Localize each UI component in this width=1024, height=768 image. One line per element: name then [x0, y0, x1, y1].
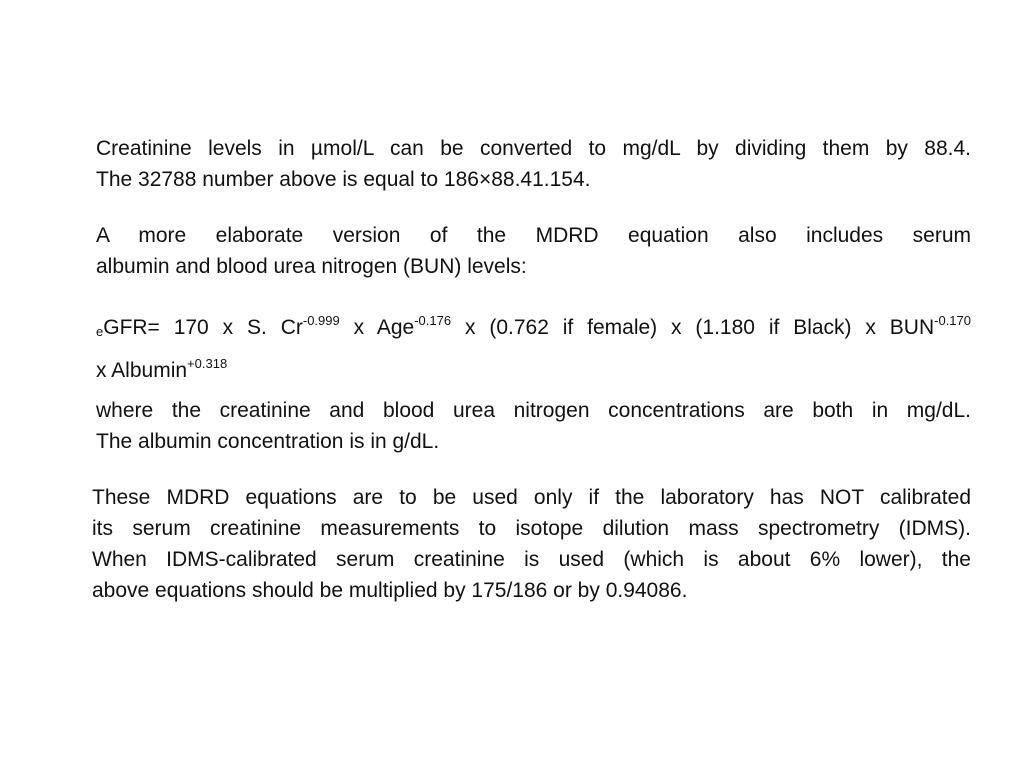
equation-subscript: e: [96, 324, 104, 339]
text-line: The 32788 number above is equal to 186×88.41.154.: [96, 168, 591, 191]
paragraph-creatinine-conversion: [96, 133, 971, 195]
paragraph-mdrd-intro: [96, 220, 971, 282]
equation-exponent: +0.318: [187, 356, 228, 371]
paragraph-units: [96, 395, 971, 457]
text-line: These MDRD equations are to be used only if the laboratory has NOT calibrated: [92, 486, 971, 509]
equation-exponent: -0.170: [934, 313, 972, 328]
text-line: Creatinine levels in µmol/L can be converted to mg/dL by dividing them by 88.4.: [96, 137, 971, 160]
text-line: albumin and blood urea nitrogen (BUN) levels:: [96, 255, 527, 278]
equation-text: x Age: [339, 316, 415, 339]
equation-exponent: -0.999: [302, 313, 340, 328]
text-line: its serum creatinine measurements to isotope dilution mass spectrometry (IDMS).: [92, 517, 971, 540]
text-line: When IDMS-calibrated serum creatinine is used (which is about 6% lower), the: [92, 548, 971, 571]
equation-text: GFR= 170 x S. Cr: [103, 316, 303, 339]
equation-egfr: [96, 305, 971, 387]
text-line: above equations should be multiplied by 175/186 or by 0.94086.: [92, 579, 688, 602]
equation-text: x (0.762 if female) x (1.180 if Black) x BUN: [451, 316, 935, 339]
text-line: A more elaborate version of the MDRD equation also includes serum: [96, 224, 971, 247]
text-line: The albumin concentration is in g/dL.: [96, 430, 440, 453]
equation-exponent: -0.176: [414, 313, 452, 328]
equation-line: [96, 348, 971, 387]
equation-line: [96, 305, 971, 348]
equation-text: x Albumin: [96, 359, 188, 382]
text-line: where the creatinine and blood urea nitrogen concentrations are both in mg/dL.: [96, 399, 971, 422]
paragraph-idms-note: [92, 482, 971, 606]
